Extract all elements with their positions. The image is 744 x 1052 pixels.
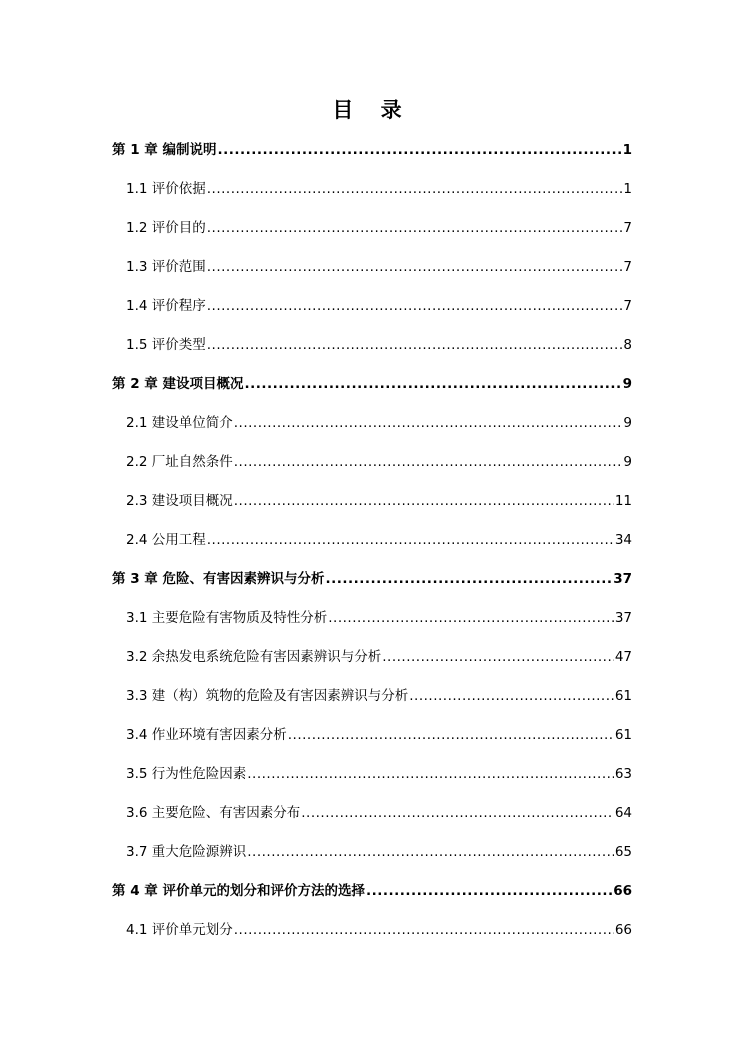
toc-entry-label: 4.1 评价单元划分	[126, 922, 233, 938]
toc-section-entry[interactable]	[0, 214, 632, 253]
toc-dot-leader	[366, 877, 612, 905]
toc-entry-label: 1.4 评价程序	[126, 298, 206, 314]
toc-entry-label: 3.1 主要危险有害物质及特性分析	[126, 610, 328, 626]
toc-entry-page-number: 8	[623, 337, 632, 353]
toc-dot-leader	[218, 136, 622, 164]
toc-entry-page-number: 9	[623, 454, 632, 470]
toc-dot-leader	[207, 175, 623, 203]
toc-section-entry[interactable]	[0, 604, 632, 643]
toc-entry-page-number: 61	[614, 688, 632, 704]
toc-entry-label: 2.4 公用工程	[126, 532, 206, 548]
toc-section-entry[interactable]	[0, 331, 632, 370]
toc-entry-page-number: 9	[623, 415, 632, 431]
toc-entry-label: 3.5 行为性危险因素	[126, 766, 247, 782]
toc-section-entry[interactable]	[0, 253, 632, 292]
toc-dot-leader	[247, 838, 614, 866]
toc-chapter-entry[interactable]	[0, 370, 632, 409]
toc-dot-leader	[234, 916, 614, 944]
toc-entry-page-number: 37	[613, 571, 632, 587]
toc-section-entry[interactable]	[0, 838, 632, 877]
toc-entry-page-number: 7	[623, 298, 632, 314]
toc-entry-page-number: 65	[614, 844, 632, 860]
toc-entry-page-number: 66	[613, 883, 632, 899]
toc-entry-page-number: 61	[614, 727, 632, 743]
toc-section-entry[interactable]	[0, 448, 632, 487]
toc-dot-leader	[207, 526, 614, 554]
toc-entry-page-number: 47	[614, 649, 632, 665]
toc-section-entry[interactable]	[0, 799, 632, 838]
toc-entry-label: 第 3 章 危险、有害因素辨识与分析	[112, 571, 325, 587]
toc-chapter-entry[interactable]	[0, 877, 632, 916]
toc-dot-leader	[288, 721, 614, 749]
toc-dot-leader	[326, 565, 613, 593]
toc-dot-leader	[207, 214, 623, 242]
toc-entry-label: 3.3 建（构）筑物的危险及有害因素辨识与分析	[126, 688, 409, 704]
toc-section-entry[interactable]	[0, 409, 632, 448]
toc-section-entry[interactable]	[0, 526, 632, 565]
toc-dot-leader	[234, 448, 623, 476]
toc-entry-label: 3.7 重大危险源辨识	[126, 844, 247, 860]
toc-entry-page-number: 63	[614, 766, 632, 782]
toc-section-entry[interactable]	[0, 292, 632, 331]
toc-entry-label: 1.2 评价目的	[126, 220, 206, 236]
toc-entry-label: 3.4 作业环境有害因素分析	[126, 727, 287, 743]
toc-entry-label: 2.2 厂址自然条件	[126, 454, 233, 470]
toc-entry-label: 2.3 建设项目概况	[126, 493, 233, 509]
toc-entry-label: 第 2 章 建设项目概况	[112, 376, 244, 392]
toc-section-entry[interactable]	[0, 916, 632, 955]
toc-list	[0, 136, 744, 955]
toc-section-entry[interactable]	[0, 643, 632, 682]
toc-entry-label: 3.6 主要危险、有害因素分布	[126, 805, 301, 821]
toc-entry-label: 2.1 建设单位简介	[126, 415, 233, 431]
toc-entry-label: 3.2 余热发电系统危险有害因素辨识与分析	[126, 649, 382, 665]
toc-chapter-entry[interactable]	[0, 565, 632, 604]
toc-chapter-entry[interactable]	[0, 136, 632, 175]
toc-entry-page-number: 34	[614, 532, 632, 548]
toc-entry-page-number: 1	[622, 142, 632, 158]
toc-dot-leader	[234, 409, 623, 437]
toc-entry-label: 第 1 章 编制说明	[112, 142, 217, 158]
toc-section-entry[interactable]	[0, 175, 632, 214]
toc-dot-leader	[301, 799, 614, 827]
toc-entry-page-number: 9	[622, 376, 632, 392]
toc-dot-leader	[207, 253, 623, 281]
toc-dot-leader	[328, 604, 614, 632]
toc-section-entry[interactable]	[0, 721, 632, 760]
toc-entry-page-number: 7	[623, 259, 632, 275]
toc-dot-leader	[245, 370, 622, 398]
toc-entry-page-number: 37	[614, 610, 632, 626]
toc-dot-leader	[382, 643, 614, 671]
toc-entry-label: 第 4 章 评价单元的划分和评价方法的选择	[112, 883, 365, 899]
toc-title: 目 录	[332, 98, 412, 122]
toc-entry-page-number: 66	[614, 922, 632, 938]
toc-section-entry[interactable]	[0, 487, 632, 526]
toc-entry-page-number: 64	[614, 805, 632, 821]
toc-entry-label: 1.5 评价类型	[126, 337, 206, 353]
toc-section-entry[interactable]	[0, 760, 632, 799]
toc-dot-leader	[409, 682, 614, 710]
toc-dot-leader	[247, 760, 614, 788]
toc-entry-page-number: 11	[614, 493, 632, 509]
toc-dot-leader	[207, 331, 623, 359]
toc-entry-label: 1.1 评价依据	[126, 181, 206, 197]
toc-entry-label: 1.3 评价范围	[126, 259, 206, 275]
toc-dot-leader	[207, 292, 623, 320]
toc-entry-page-number: 1	[623, 181, 632, 197]
toc-dot-leader	[234, 487, 614, 515]
toc-entry-page-number: 7	[623, 220, 632, 236]
toc-section-entry[interactable]	[0, 682, 632, 721]
